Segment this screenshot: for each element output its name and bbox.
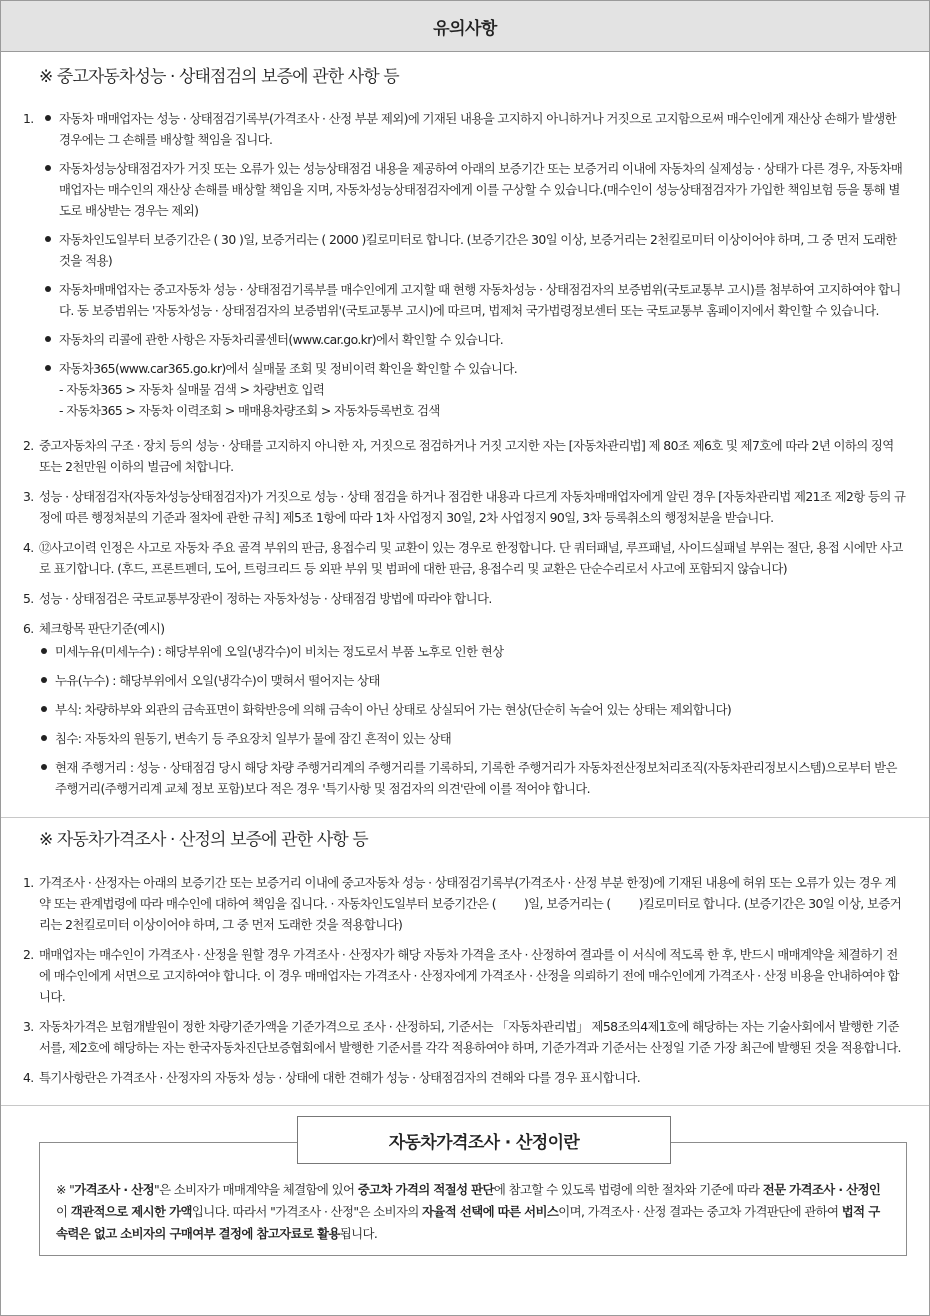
bullet-list: [39, 641, 907, 799]
item-text-part: )일, 보증거리는 (: [523, 896, 611, 911]
box-text: 에 참고할 수 있도록 법령에 의한 절차와 기준에 따라: [493, 1182, 763, 1197]
item-number: 2.: [23, 947, 34, 962]
item-text: 체크항목 판단기준(예시): [39, 621, 165, 636]
list-item: 자동차의 리콜에 관한 사항은 자동차리콜센터(www.car.go.kr)에서 확인할 수 있습니다.: [43, 329, 907, 350]
price-item-3: [23, 1016, 907, 1058]
notice-item-4: [23, 537, 907, 579]
price-warranty-section: [1, 818, 929, 1106]
item-number: 4.: [23, 540, 34, 555]
box-title: 자동차가격조사 · 산정이란: [297, 1116, 671, 1164]
accident-exception: 단 쿼터패널, 루프패널, 사이드실패널 부위는 절단, 용접 시에만 사고로 표기합니다. (후드, 프론트펜더, 도어, 트렁크리드 등 외판 부위 및 범퍼에 대한 판금, 용접수리 및 교환은 단순수리로서 사고에 포함되지 않습니다): [39, 540, 903, 576]
box-emphasis: 전문 가격조사 · 산정인: [762, 1182, 881, 1197]
box-text: 됩니다.: [339, 1226, 378, 1241]
item-number: 4.: [23, 1070, 34, 1085]
list-item: 자동차인도일부터 보증기간은 ( 30 )일, 보증거리는 ( 2000 )킬로미터로 합니다. (보증기간은 30일 이상, 보증거리는 2천킬로미터 이상이어야 하며, 그 중 먼저 도래한 것을 적용): [43, 229, 907, 271]
box-emphasis: 가격조사 · 산정: [74, 1182, 154, 1197]
notice-item-1: [23, 108, 907, 421]
item-number: 1.: [23, 111, 34, 126]
item-text: 성능 · 상태점검자(자동차성능상태점검자)가 거짓으로 성능 · 상태 점검을 하거나 점검한 내용과 다르게 자동차매매업자에게 알린 경우 [자동차관리법 제21조 제2항 등의 규정에 따른 행정처분의 기준과 절차에 관한 규칙] 제5조 1항에 따라 1차 사업정지 30일, 2차 사업정지 90일, 3차 등록취소의 행정처분을 받습니다.: [39, 489, 906, 525]
list-item: 누유(누수) : 해당부위에서 오일(냉각수)이 맺혀서 떨어지는 상태: [39, 670, 907, 691]
item-text: 자동차가격은 보험개발원이 정한 차량기준가액을 기준가격으로 조사 · 산정하되, 기준서는 「자동차관리법」 제58조의4제1호에 해당하는 자는 기술사회에서 발행한 기준서를, 제2호에 해당하는 자는 한국자동차진단보증협회에서 발행한 기준서를 각각 적용하여야 하며, 기준가격과 기준서는 산정일 기준 가장 최근에 발행된 것을 적용합니다.: [39, 1019, 901, 1055]
sub-line: - 자동차365 > 자동차 이력조회 > 매매용차량조회 > 자동차등록번호 검색: [59, 403, 440, 418]
notice-item-6: [23, 618, 907, 799]
item-number: 6.: [23, 621, 34, 636]
car365-text: 자동차365(www.car365.go.kr)에서 실매물 조회 및 정비이력 확인을 확인할 수 있습니다.: [59, 361, 518, 376]
box-text: 이며, 가격조사 · 산정 결과는 중고차 가격판단에 관하여: [558, 1204, 842, 1219]
item-text: 중고자동차의 구조 · 장치 등의 성능 · 상태를 고지하지 아니한 자, 거짓으로 점검하거나 거짓 고지한 자는 [자동차관리법] 제 80조 제6호 및 제7호에 따라 2년 이하의 징역 또는 2천만원 이하의 벌금에 처합니다.: [39, 438, 894, 474]
list-item: 자동차매매업자는 중고자동차 성능 · 상태점검기록부를 매수인에게 고지할 때 현행 자동차성능 · 상태점검자의 보증범위(국토교통부 고시)를 첨부하여 고지하여야 합니다. 동 보증범위는 '자동차성능 · 상태점검자의 보증범위'(국토교통부 고시)에 따르며, 법제처 국가법령정보센터 또는 국토교통부 홈페이지에서 확인할 수 있습니다.: [43, 279, 907, 321]
list-item: 침수: 자동차의 원동기, 변속기 등 주요장치 일부가 물에 잠긴 흔적이 있는 상태: [39, 728, 907, 749]
box-text: "은 소비자가 매매계약을 체결함에 있어: [154, 1182, 358, 1197]
box-emphasis: 법적 구속력은 없고 소비자의 구매여부 결정에 참고자료로 활용: [56, 1204, 880, 1241]
price-item-2: [23, 944, 907, 1007]
section-body: [1, 102, 929, 817]
item-text: [39, 537, 907, 579]
box-text: ※ ": [56, 1182, 75, 1197]
price-item-1: [23, 872, 907, 935]
list-item: [43, 358, 907, 421]
bullet-list: [43, 108, 907, 421]
notice-item-2: [23, 435, 907, 477]
list-item: 미세누유(미세누수) : 해당부위에 오일(냉각수)이 비치는 정도로서 부품 노후로 인한 현상: [39, 641, 907, 662]
item-text-part: 가격조사 · 산정자는 아래의 보증기간 또는 보증거리 이내에 중고자동차 성능 · 상태점검기록부(가격조사 · 산정 부분 한정)에 기재된 내용에 허위 또는 오류가 있는 경우 계약 또는 관계법령에 따라 매수인에 대하여 책임을 집니다. · 자동차인도일부터 보증기간은 (: [39, 875, 897, 911]
box-emphasis: 자율적 선택에 따른 서비스: [422, 1204, 559, 1219]
price-definition-area: [1, 1106, 929, 1256]
list-item: 자동차성능상태점검자가 거짓 또는 오류가 있는 성능상태점검 내용을 제공하여 아래의 보증기간 또는 보증거리 이내에 자동차의 실제성능 · 상태가 다른 경우, 자동차매매업자는 매수인의 재산상 손해를 배상할 책임을 지며, 자동차성능상태점검자에게 이를 구상할 수 있습니다.(매수인이 성능상태점검자가 가입한 책임보험 등을 통해 별도로 배상받는 경우는 제외): [43, 158, 907, 221]
notice-item-5: [23, 588, 907, 609]
box-text: 입니다. 따라서 "가격조사 · 산정"은 소비자의: [191, 1204, 423, 1219]
price-item-4: [23, 1067, 907, 1088]
list-item: 부식: 차량하부와 외관의 금속표면이 화학반응에 의해 금속이 아닌 상태로 상실되어 가는 현상(단순히 녹슬어 있는 상태는 제외합니다): [39, 699, 907, 720]
list-item: 자동차 매매업자는 성능 · 상태점검기록부(가격조사 · 산정 부분 제외)에 기재된 내용을 고지하지 아니하거나 거짓으로 고지함으로써 매수인에게 재산상 손해가 발생한 경우에는 그 손해를 배상할 책임을 집니다.: [43, 108, 907, 150]
performance-warranty-section: [1, 52, 929, 818]
list-item: 현재 주행거리 : 성능 · 상태점검 당시 해당 차량 주행거리계의 주행거리를 기록하되, 기록한 주행거리가 자동차전산정보처리조직(자동차관리정보시스템)으로부터 받은 주행거리(주행거리계 교체 정보 포함)보다 적은 경우 '특기사항 및 점검자의 의견'란에 이를 적어야 합니다.: [39, 757, 907, 799]
item-number: 3.: [23, 489, 34, 504]
box-emphasis: 중고차 가격의 적절성 판단: [357, 1182, 494, 1197]
item-number: 2.: [23, 438, 34, 453]
item-text-part: )킬로미터로 합니다. (보증기간은 30일 이상, 보증거리는 2천킬로미터 이상이어야 하며, 그 중 먼저 도래한 것을 적용합니다): [39, 896, 902, 932]
box-text: 이: [56, 1204, 71, 1219]
item-text: 매매업자는 매수인이 가격조사 · 산정을 원할 경우 가격조사 · 산정자가 해당 자동차 가격을 조사 · 산정하여 결과를 이 서식에 적도록 한 후, 반드시 매매계약을 체결하기 전에 매수인에게 서면으로 고지하여야 합니다. 이 경우 매매업자는 가격조사 · 산정자에게 가격조사 · 산정을 의뢰하기 전에 매수인에게 가격조사 · 산정 비용을 안내하여야 합니다.: [39, 947, 899, 1004]
item-number: 3.: [23, 1019, 34, 1034]
sub-line: - 자동차365 > 자동차 실매물 검색 > 차량번호 입력: [59, 382, 325, 397]
section-body: [1, 862, 929, 1105]
notice-item-3: [23, 486, 907, 528]
item-number: 1.: [23, 875, 34, 890]
accident-definition: ⑫사고이력 인정은 사고로 자동차 주요 골격 부위의 판금, 용접수리 및 교환이 있는 경우로 한정합니다.: [39, 540, 556, 555]
box-emphasis: 객관적으로 제시한 가액: [70, 1204, 192, 1219]
item-text: 특기사항란은 가격조사 · 산정자의 자동차 성능 · 상태에 대한 견해가 성능 · 상태점검자의 견해와 다를 경우 표시합니다.: [39, 1070, 641, 1085]
section-title: ※ 자동차가격조사 · 산정의 보증에 관한 사항 등: [39, 830, 368, 850]
item-text: [39, 872, 907, 935]
page-title: 유의사항: [1, 1, 929, 52]
item-text: 성능 · 상태점검은 국토교통부장관이 정하는 자동차성능 · 상태점검 방법에 따라야 합니다.: [39, 591, 492, 606]
section-title: ※ 중고자동차성능 · 상태점검의 보증에 관한 사항 등: [39, 67, 399, 87]
item-number: 5.: [23, 591, 34, 606]
